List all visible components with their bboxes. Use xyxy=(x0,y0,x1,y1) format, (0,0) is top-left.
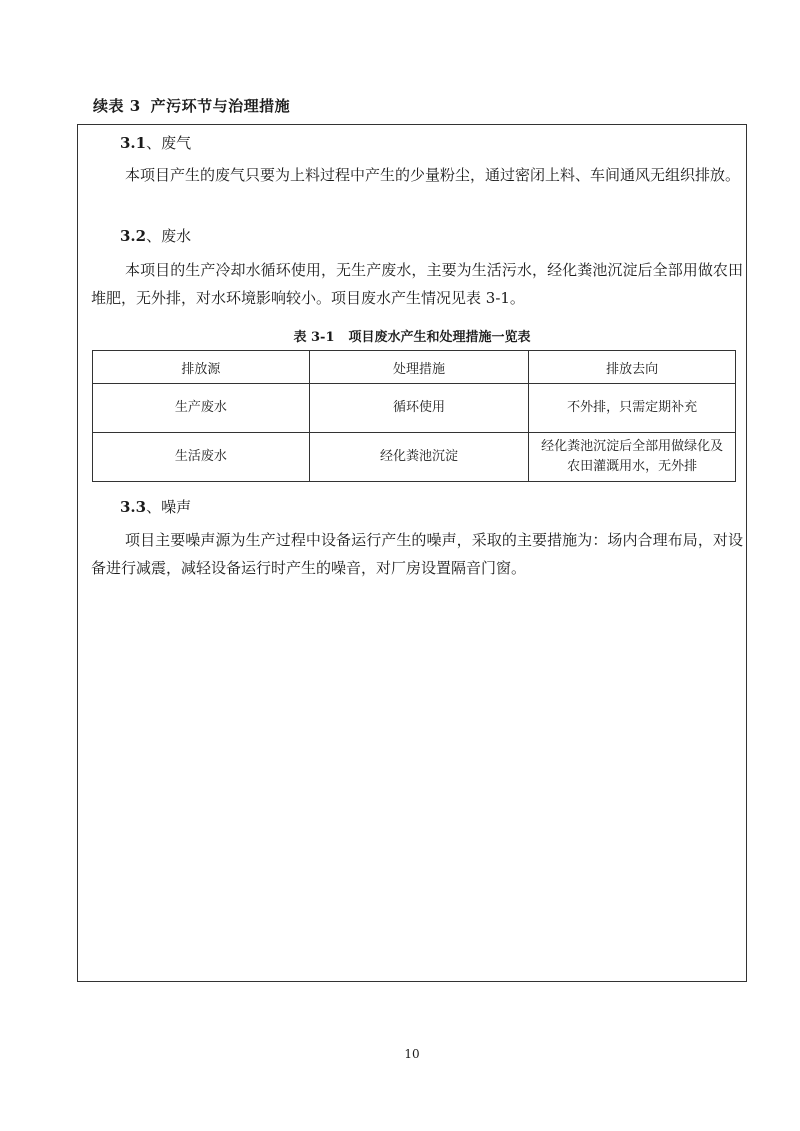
table-cell: 生产废水 xyxy=(93,384,310,433)
page-number: 10 xyxy=(404,1047,420,1061)
table-row xyxy=(93,433,736,482)
section-number: 3.2 xyxy=(120,227,147,245)
header-treatment-measure: 处理措施 xyxy=(309,351,529,384)
table-cell: 经化粪池沉淀 xyxy=(309,433,529,482)
wastewater-table xyxy=(92,350,736,482)
heading-label: 续表 3 xyxy=(93,97,141,115)
section-paragraph-wastewater: 本项目的生产冷却水循环使用，无生产废水，主要为生活污水，经化粪池沉淀后全部用做农田堆肥，无外排，对水环境影响较小。项目废水产生情况见表 3-1。 xyxy=(91,261,743,307)
section-number: 3.3 xyxy=(120,498,147,516)
header-discharge-destination: 排放去向 xyxy=(529,351,736,384)
section-name: 、噪声 xyxy=(146,498,192,516)
section-paragraph-exhaust-gas: 本项目产生的废气只要为上料过程中产生的少量粉尘，通过密闭上料、车间通风无组织排放。 xyxy=(125,166,741,184)
table-header-row xyxy=(93,351,736,384)
table-cell: 不外排，只需定期补充 xyxy=(529,384,736,433)
table-cell: 循环使用 xyxy=(309,384,529,433)
section-name: 、废水 xyxy=(146,227,192,245)
header-emission-source: 排放源 xyxy=(93,351,310,384)
table-cell: 经化粪池沉淀后全部用做绿化及农田灌溉用水，无外排 xyxy=(529,433,736,482)
page-heading xyxy=(93,95,290,116)
section-number: 3.1 xyxy=(120,134,147,152)
section-title-noise xyxy=(120,496,191,517)
table-caption-number: 表 3-1 xyxy=(293,330,335,345)
table-caption-title: 项目废水产生和处理措施一览表 xyxy=(348,330,531,345)
table-caption xyxy=(0,326,800,345)
section-title-exhaust-gas xyxy=(120,132,191,153)
table-cell: 生活废水 xyxy=(93,433,310,482)
section-title-wastewater xyxy=(120,225,191,246)
section-name: 、废气 xyxy=(146,134,192,152)
heading-title: 产污环节与治理措施 xyxy=(150,97,291,115)
table-row xyxy=(93,384,736,433)
section-paragraph-noise: 项目主要噪声源为生产过程中设备运行产生的噪声，采取的主要措施为：场内合理布局，对设备进行减震，减轻设备运行时产生的噪音，对厂房设置隔音门窗。 xyxy=(91,531,743,577)
